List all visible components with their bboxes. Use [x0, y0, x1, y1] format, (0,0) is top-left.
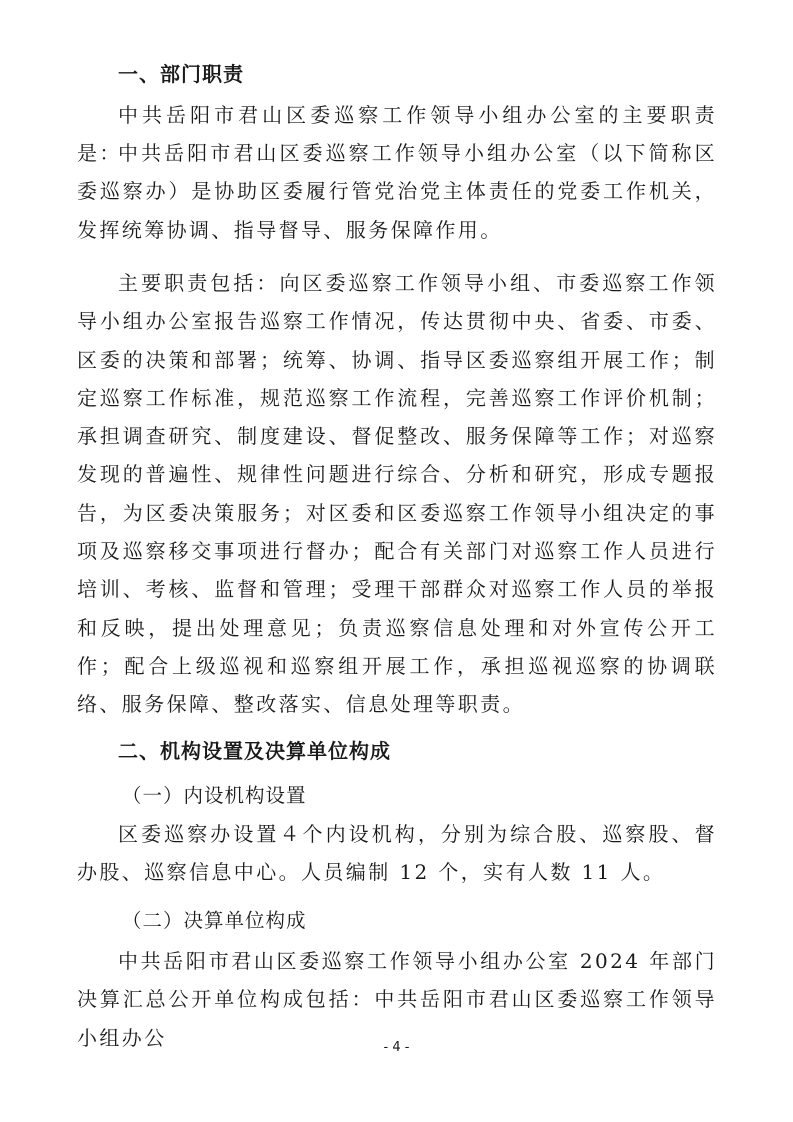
- section-1-heading: 一、部门职责: [118, 62, 244, 86]
- section-2-heading: 二、机构设置及决算单位构成: [118, 739, 391, 763]
- page-number: - 4 -: [383, 1040, 410, 1055]
- section-1-intro: 中共岳阳市君山区委巡察工作领导小组办公室的主要职责是：: [77, 103, 717, 166]
- section-1-paragraph-1: 中共岳阳市君山区委巡察工作领导小组办公室（以下简称区委巡察办）是协助区委履行管党治党主体责任的党委工作机关，发挥统筹协调、指导督导、服务保障作用。: [77, 141, 717, 242]
- subsection-1-heading: （一）内设机构设置: [122, 784, 307, 807]
- subsection-2-heading: （二）决算单位构成: [122, 909, 307, 932]
- subsection-2-text: 中共岳阳市君山区委巡察工作领导小组办公室 2024 年部门决算汇总公开单位构成包括：中共岳阳市君山区委巡察工作领导小组办公: [77, 949, 717, 1050]
- subsection-1-text: 区委巡察办设置４个内设机构，分别为综合股、巡察股、督办股、巡察信息中心。人员编制 12 个，实有人数 11 人。: [77, 822, 717, 885]
- section-1-paragraph-2: 主要职责包括：向区委巡察工作领导小组、市委巡察工作领导小组办公室报告巡察工作情况，传达贯彻中央、省委、市委、区委的决策和部署；统筹、协调、指导区委巡察组开展工作；制定巡察工作标准，规范巡察工作流程，完善巡察工作评价机制；承担调查研究、制度建设、督促整改、服务保障等工作；对巡察发现的普遍性、规律性问题进行综合、分析和研究，形成专题报告，为区委决策服务；对区委和区委巡察工作领导小组决定的事项及巡察移交事项进行督办；配合有关部门对巡察工作人员进行培训、考核、监督和管理；受理干部群众对巡察工作人员的举报和反映，提出处理意见；负责巡察信息处理和对外宣传公开工作；配合上级巡视和巡察组开展工作，承担巡视巡察的协调联络、服务保障、整改落实、信息处理等职责。: [77, 271, 717, 717]
